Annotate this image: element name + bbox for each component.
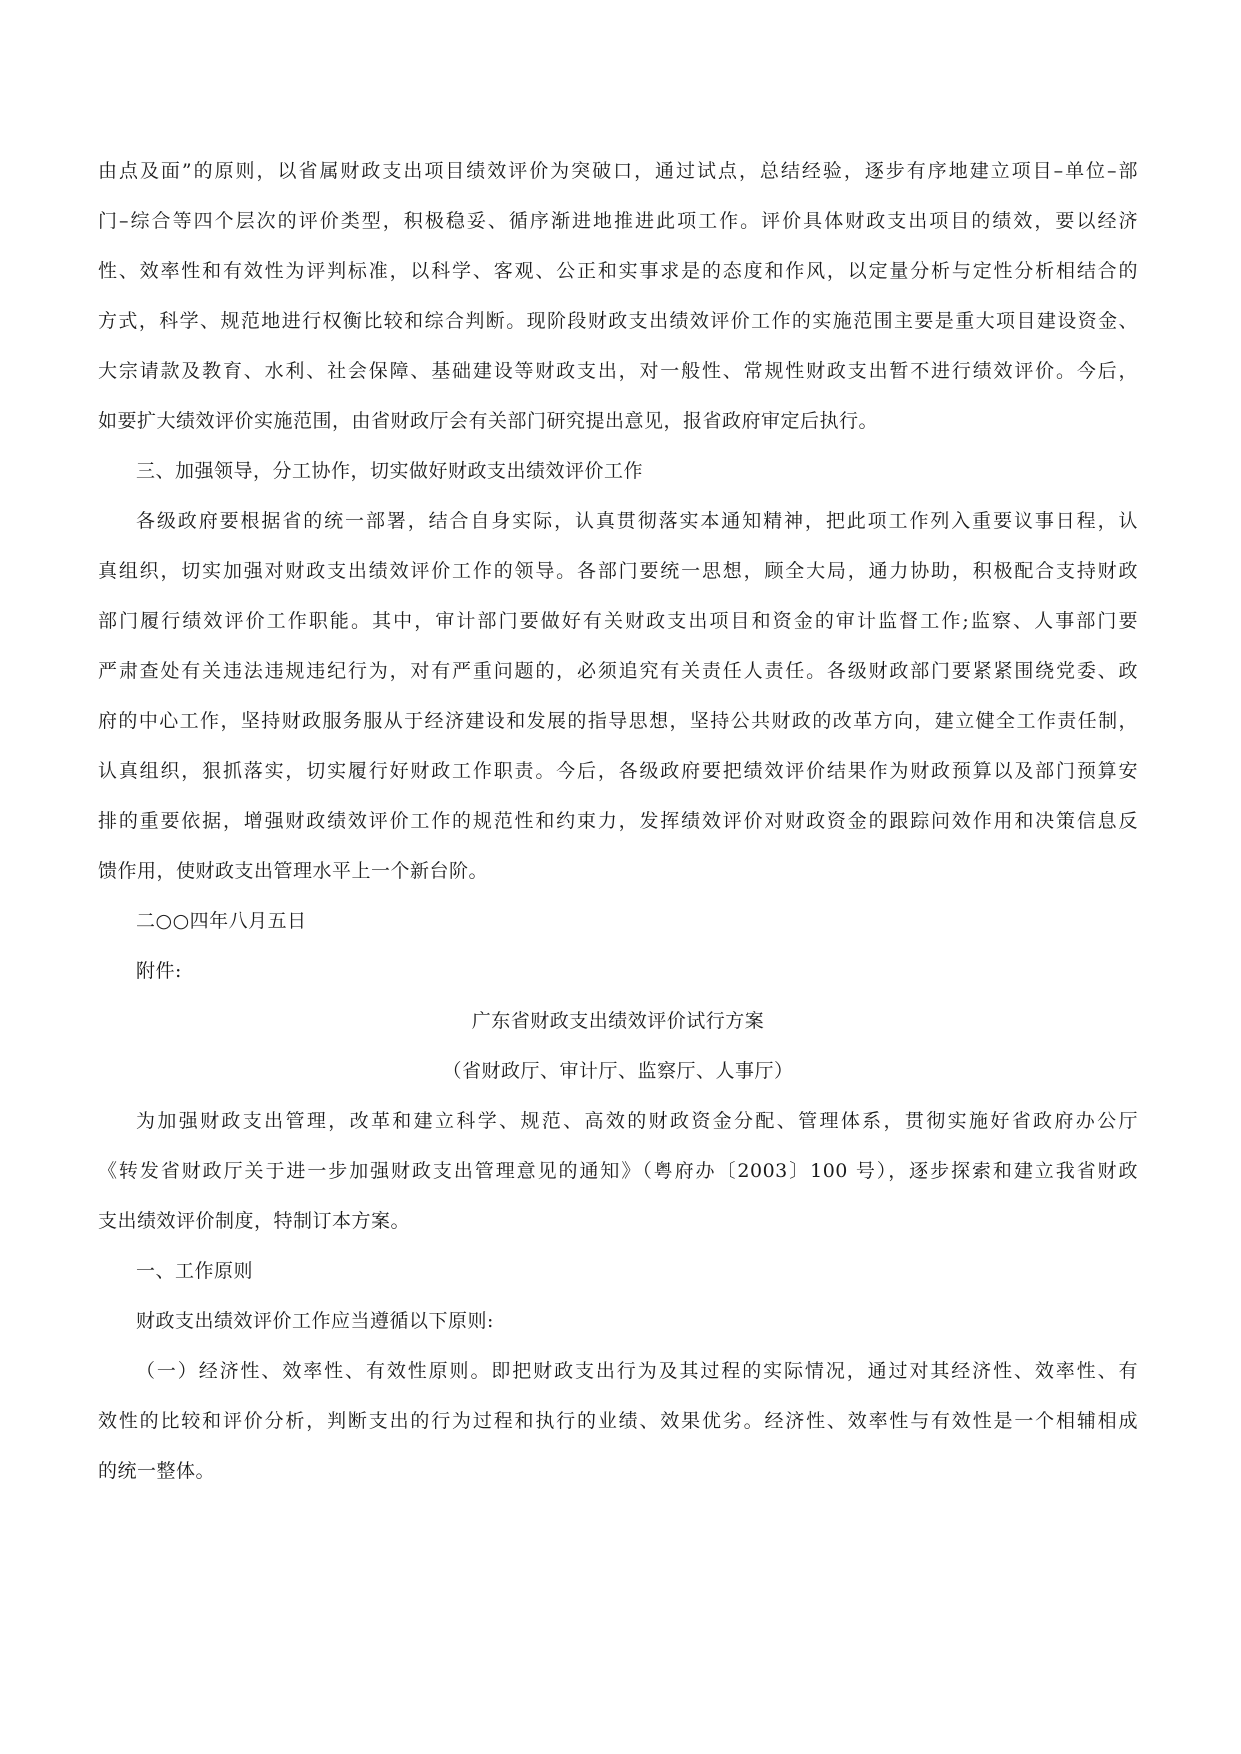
text-line: 各级政府要根据省的统一部署，结合自身实际，认真贯彻落实本通知精神，把此项工作列入重要议事日程，认 [136,510,1138,532]
paragraph-purpose [98,1096,1138,1246]
document-date [98,896,1138,946]
attachment-title-text: 广东省财政支出绩效评价试行方案 [471,1010,765,1032]
text-line: 大宗请款及教育、水利、社会保障、基础建设等财政支出，对一般性、常规性财政支出暂不进行绩效评价。今后， [98,360,1138,382]
text-line: 效性的比较和评价分析，判断支出的行为过程和执行的业绩、效果优劣。经济性、效率性与有效性是一个相辅相成 [98,1410,1138,1432]
paragraph-principles-continued [98,146,1138,446]
attachment-subtitle [98,1046,1138,1096]
text-line: 排的重要依据，增强财政绩效评价工作的规范性和约束力，发挥绩效评价对财政资金的跟踪问效作用和决策信息反 [98,810,1138,832]
paragraph-principle-one [98,1346,1138,1496]
text-line: 由点及面”的原则，以省属财政支出项目绩效评价为突破口，通过试点，总结经验，逐步有序地建立项目–单位–部 [98,160,1138,182]
paragraph-leadership [98,496,1138,896]
attachment-title [98,996,1138,1046]
text-line: 的统一整体。 [98,1460,216,1482]
text-line: 支出绩效评价制度，特制订本方案。 [98,1210,411,1232]
text-line: 门–综合等四个层次的评价类型，积极稳妥、循序渐进地推进此项工作。评价具体财政支出项目的绩效，要以经济 [98,210,1138,232]
text-line: 部门履行绩效评价工作职能。其中，审计部门要做好有关财政支出项目和资金的审计监督工作;监察、人事部门要 [98,610,1138,632]
paragraph-principles-intro [98,1296,1138,1346]
section-heading-three [98,446,1138,496]
text-line: 认真组织，狠抓落实，切实履行好财政工作职责。今后，各级政府要把绩效评价结果作为财政预算以及部门预算安 [98,760,1138,782]
heading-text: 三、加强领导，分工协作，切实做好财政支出绩效评价工作 [136,460,644,482]
attachment-label-text: 附件: [136,960,182,982]
attachment-label [98,946,1138,996]
text-line: 如要扩大绩效评价实施范围，由省财政厅会有关部门研究提出意见，报省政府审定后执行。 [98,410,879,432]
text-line: 性、效率性和有效性为评判标准，以科学、客观、公正和实事求是的态度和作风，以定量分析与定性分析相结合的 [98,260,1138,282]
text-line: 府的中心工作，坚持财政服务服从于经济建设和发展的指导思想，坚持公共财政的改革方向，建立健全工作责任制， [98,710,1138,732]
heading-text: 一、工作原则 [136,1260,254,1282]
text-line: 馈作用，使财政支出管理水平上一个新台阶。 [98,860,489,882]
text-line: 方式，科学、规范地进行权衡比较和综合判断。现阶段财政支出绩效评价工作的实施范围主要是重大项目建设资金、 [98,310,1138,332]
text-line: 《转发省财政厅关于进一步加强财政支出管理意见的通知》（粤府办〔2003〕100 号），逐步探索和建立我省财政 [98,1160,1138,1182]
text-line: 为加强财政支出管理，改革和建立科学、规范、高效的财政资金分配、管理体系，贯彻实施好省政府办公厅 [136,1110,1138,1132]
date-text: 二○○四年八月五日 [136,910,307,932]
section-heading-one [98,1246,1138,1296]
text-line: 财政支出绩效评价工作应当遵循以下原则: [136,1310,494,1332]
text-line: 严肃查处有关违法违规违纪行为，对有严重问题的，必须追究有关责任人责任。各级财政部门要紧紧围绕党委、政 [98,660,1138,682]
text-line: 真组织，切实加强对财政支出绩效评价工作的领导。各部门要统一思想，顾全大局，通力协助，积极配合支持财政 [98,560,1138,582]
text-line: （一）经济性、效率性、有效性原则。即把财政支出行为及其过程的实际情况，通过对其经济性、效率性、有 [136,1360,1138,1382]
attachment-subtitle-text: （省财政厅、审计厅、监察厅、人事厅） [442,1060,794,1082]
